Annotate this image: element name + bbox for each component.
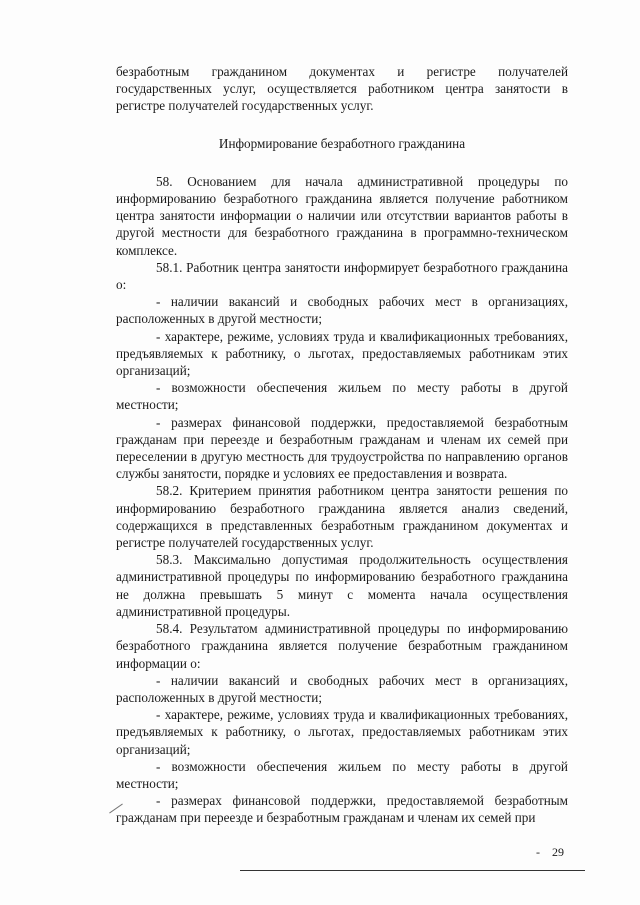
list-item-conditions: - характере, режиме, условиях труда и квалификационных требованиях, предъявляемых к работнику, о льготах, предоставляемых работникам этих организаций; (116, 328, 568, 379)
paragraph-58-4: 58.4. Результатом административной процедуры по информированию безработного гражданина является получение безработным гражданином информации о: (116, 621, 568, 671)
paragraph-58-1: 58.1. Работник центра занятости информирует безработного гражданина о: (116, 259, 568, 293)
paragraph-58-2: 58.2. Критерием принятия работником центра занятости решения по информированию безработного гражданина является анализ сведений, содержащихся в представленных безработным гражданином документах и регистре получателей государственных услуг. (116, 483, 568, 551)
paragraph-58-3: 58.3. Максимально допустимая продолжительность осуществления административной процедуры по информированию безработного гражданина не должна превышать 5 минут с момента начала осуществления административной процедуры. (116, 552, 568, 619)
page-number-dash: - (536, 845, 540, 859)
list-item-housing: - возможности обеспечения жильем по месту работы в другой местности; (116, 380, 568, 413)
page-number: 29 (552, 845, 564, 859)
result-item-vacancies: - наличии вакансий и свободных рабочих мест в организациях, расположенных в другой местности; (116, 672, 568, 705)
document-body (116, 63, 568, 827)
paragraph-58: 58. Основанием для начала административной процедуры по информированию безработного гражданина является получение работником центра занятости информации о наличии или отсутствии вариантов работы в другой местности для безработного гражданина в программно-техническом комплексе. (116, 173, 568, 258)
result-item-housing: - возможности обеспечения жильем по месту работы в другой местности; (116, 758, 568, 791)
list-item-vacancies: - наличии вакансий и свободных рабочих мест в организациях, расположенных в другой местности; (116, 294, 568, 327)
section-heading: Информирование безработного гражданина (218, 135, 466, 151)
list-item-financial-support: - размерах финансовой поддержки, предоставляемой безработным гражданам при переезде и безработным гражданам и членам их семей при переселении в другую местность для трудоустройства по направлению органов службы занятости, порядке и условиях ее предоставления и возврата. (116, 414, 568, 482)
result-item-conditions: - характере, режиме, условиях труда и квалификационных требованиях, предъявляемых к работнику, о льготах, предоставляемых работникам этих организаций; (116, 707, 568, 757)
result-item-financial-support: - размерах финансовой поддержки, предоставляемой безработным гражданам при переезде и безработным гражданам и членам их семей при (116, 793, 568, 826)
intro-paragraph: безработным гражданином документах и регистре получателей государственных услуг, осуществляется работником центра занятости в регистре получателей государственных услуг. (116, 64, 568, 114)
footer-rule (240, 870, 585, 871)
